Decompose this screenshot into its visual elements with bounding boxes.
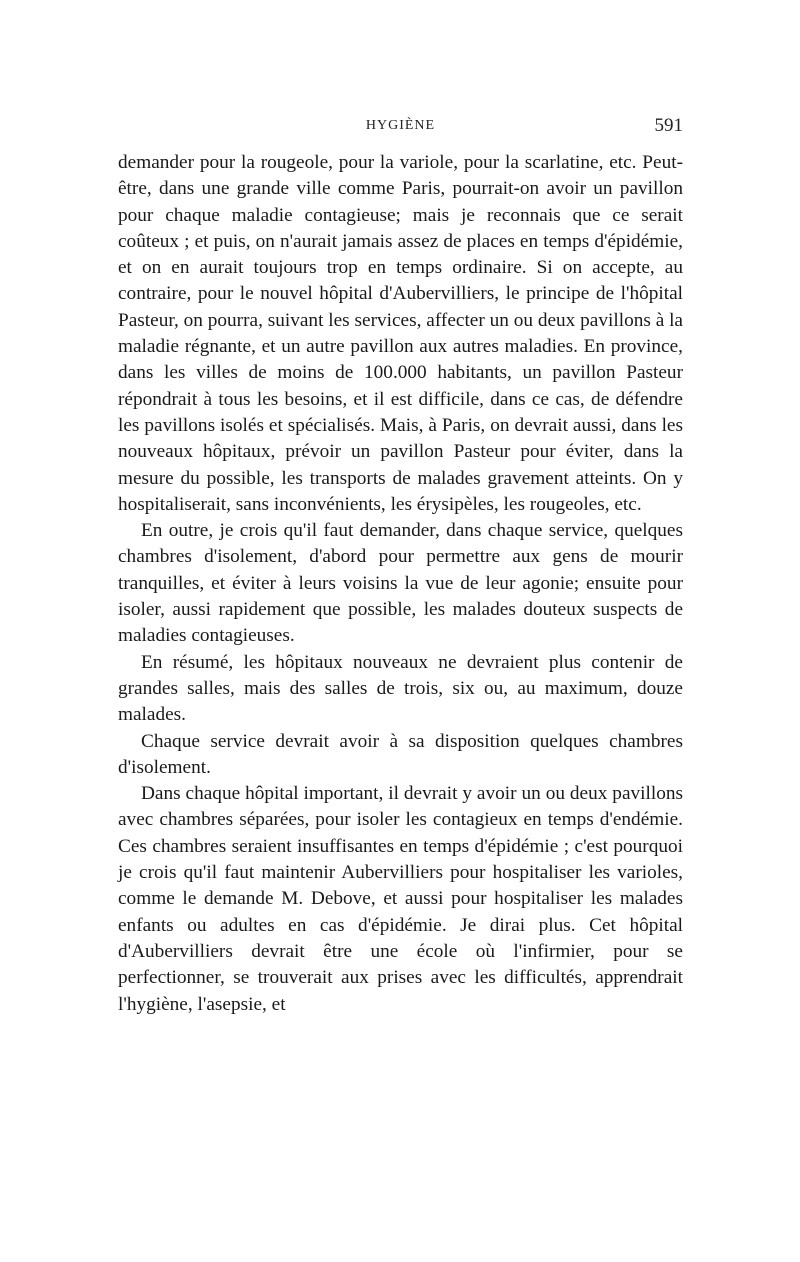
paragraph-aubervilliers: Dans chaque hôpital important, il devrait y avoir un ou deux pavillons avec chambres séparées, pour isoler les contagieux en temps d'endémie. Ces chambres seraient insuffisantes en temps d'épidémie ; c'est pourquoi je crois qu'il faut maintenir Aubervilliers pour hospitaliser les varioles, comme le demande M. Debove, et aussi pour hospitaliser les malades enfants ou adultes en cas d'épidémie. Je dirai plus. Cet hôpital d'Aubervilliers devrait être une école où l'infirmier, pour se perfectionner, se trouverait aux prises avec les difficultés, apprendrait l'hygiène, l'asepsie, et	[118, 783, 683, 1015]
page-number: 591	[654, 115, 683, 136]
header-title: HYGIÈNE	[365, 118, 436, 133]
paragraph-continued: demander pour la rougeole, pour la variole, pour la scarlatine, etc. Peut-être, dans une grande ville comme Paris, pourrait-on avoir un pavillon pour chaque maladie contagieuse; mais je reconnais que ce serait coûteux ; et puis, on n'aurait jamais assez de places en temps d'épidémie, et on en aurait toujours trop en temps ordinaire. Si on accepte, au contraire, pour le nouvel hôpital d'Aubervilliers, le principe de l'hôpital Pasteur, on pourra, suivant les services, affecter un ou deux pavillons à la maladie régnante, et un autre pavillon aux autres maladies. En province, dans les villes de moins de 100.000 habitants, un pavillon Pasteur répondrait à tous les besoins, et il est difficile, dans ce cas, de défendre les pavillons isolés et spécialisés. Mais, à Paris, on devrait aussi, dans les nouveaux hôpitaux, prévoir un pavillon Pasteur pour éviter, dans la mesure du possible, les transports de malades gravement atteints. On y hospitaliserait, sans inconvénients, les érysipèles, les rougeoles, etc.	[118, 152, 683, 515]
paragraph-service-rooms: Chaque service devrait avoir à sa disposition quelques chambres d'isolement.	[118, 730, 683, 778]
body-text	[118, 150, 683, 1018]
paragraph-summary: En résumé, les hôpitaux nouveaux ne devraient plus contenir de grandes salles, mais des salles de trois, six ou, au maximum, douze malades.	[118, 651, 683, 726]
running-header	[118, 115, 683, 142]
paragraph-isolation-rooms: En outre, je crois qu'il faut demander, dans chaque service, quelques chambres d'isolement, d'abord pour permettre aux gens de mourir tranquilles, et éviter à leurs voisins la vue de leur agonie; ensuite pour isoler, aussi rapidement que possible, les malades douteux suspects de maladies contagieuses.	[118, 520, 683, 647]
